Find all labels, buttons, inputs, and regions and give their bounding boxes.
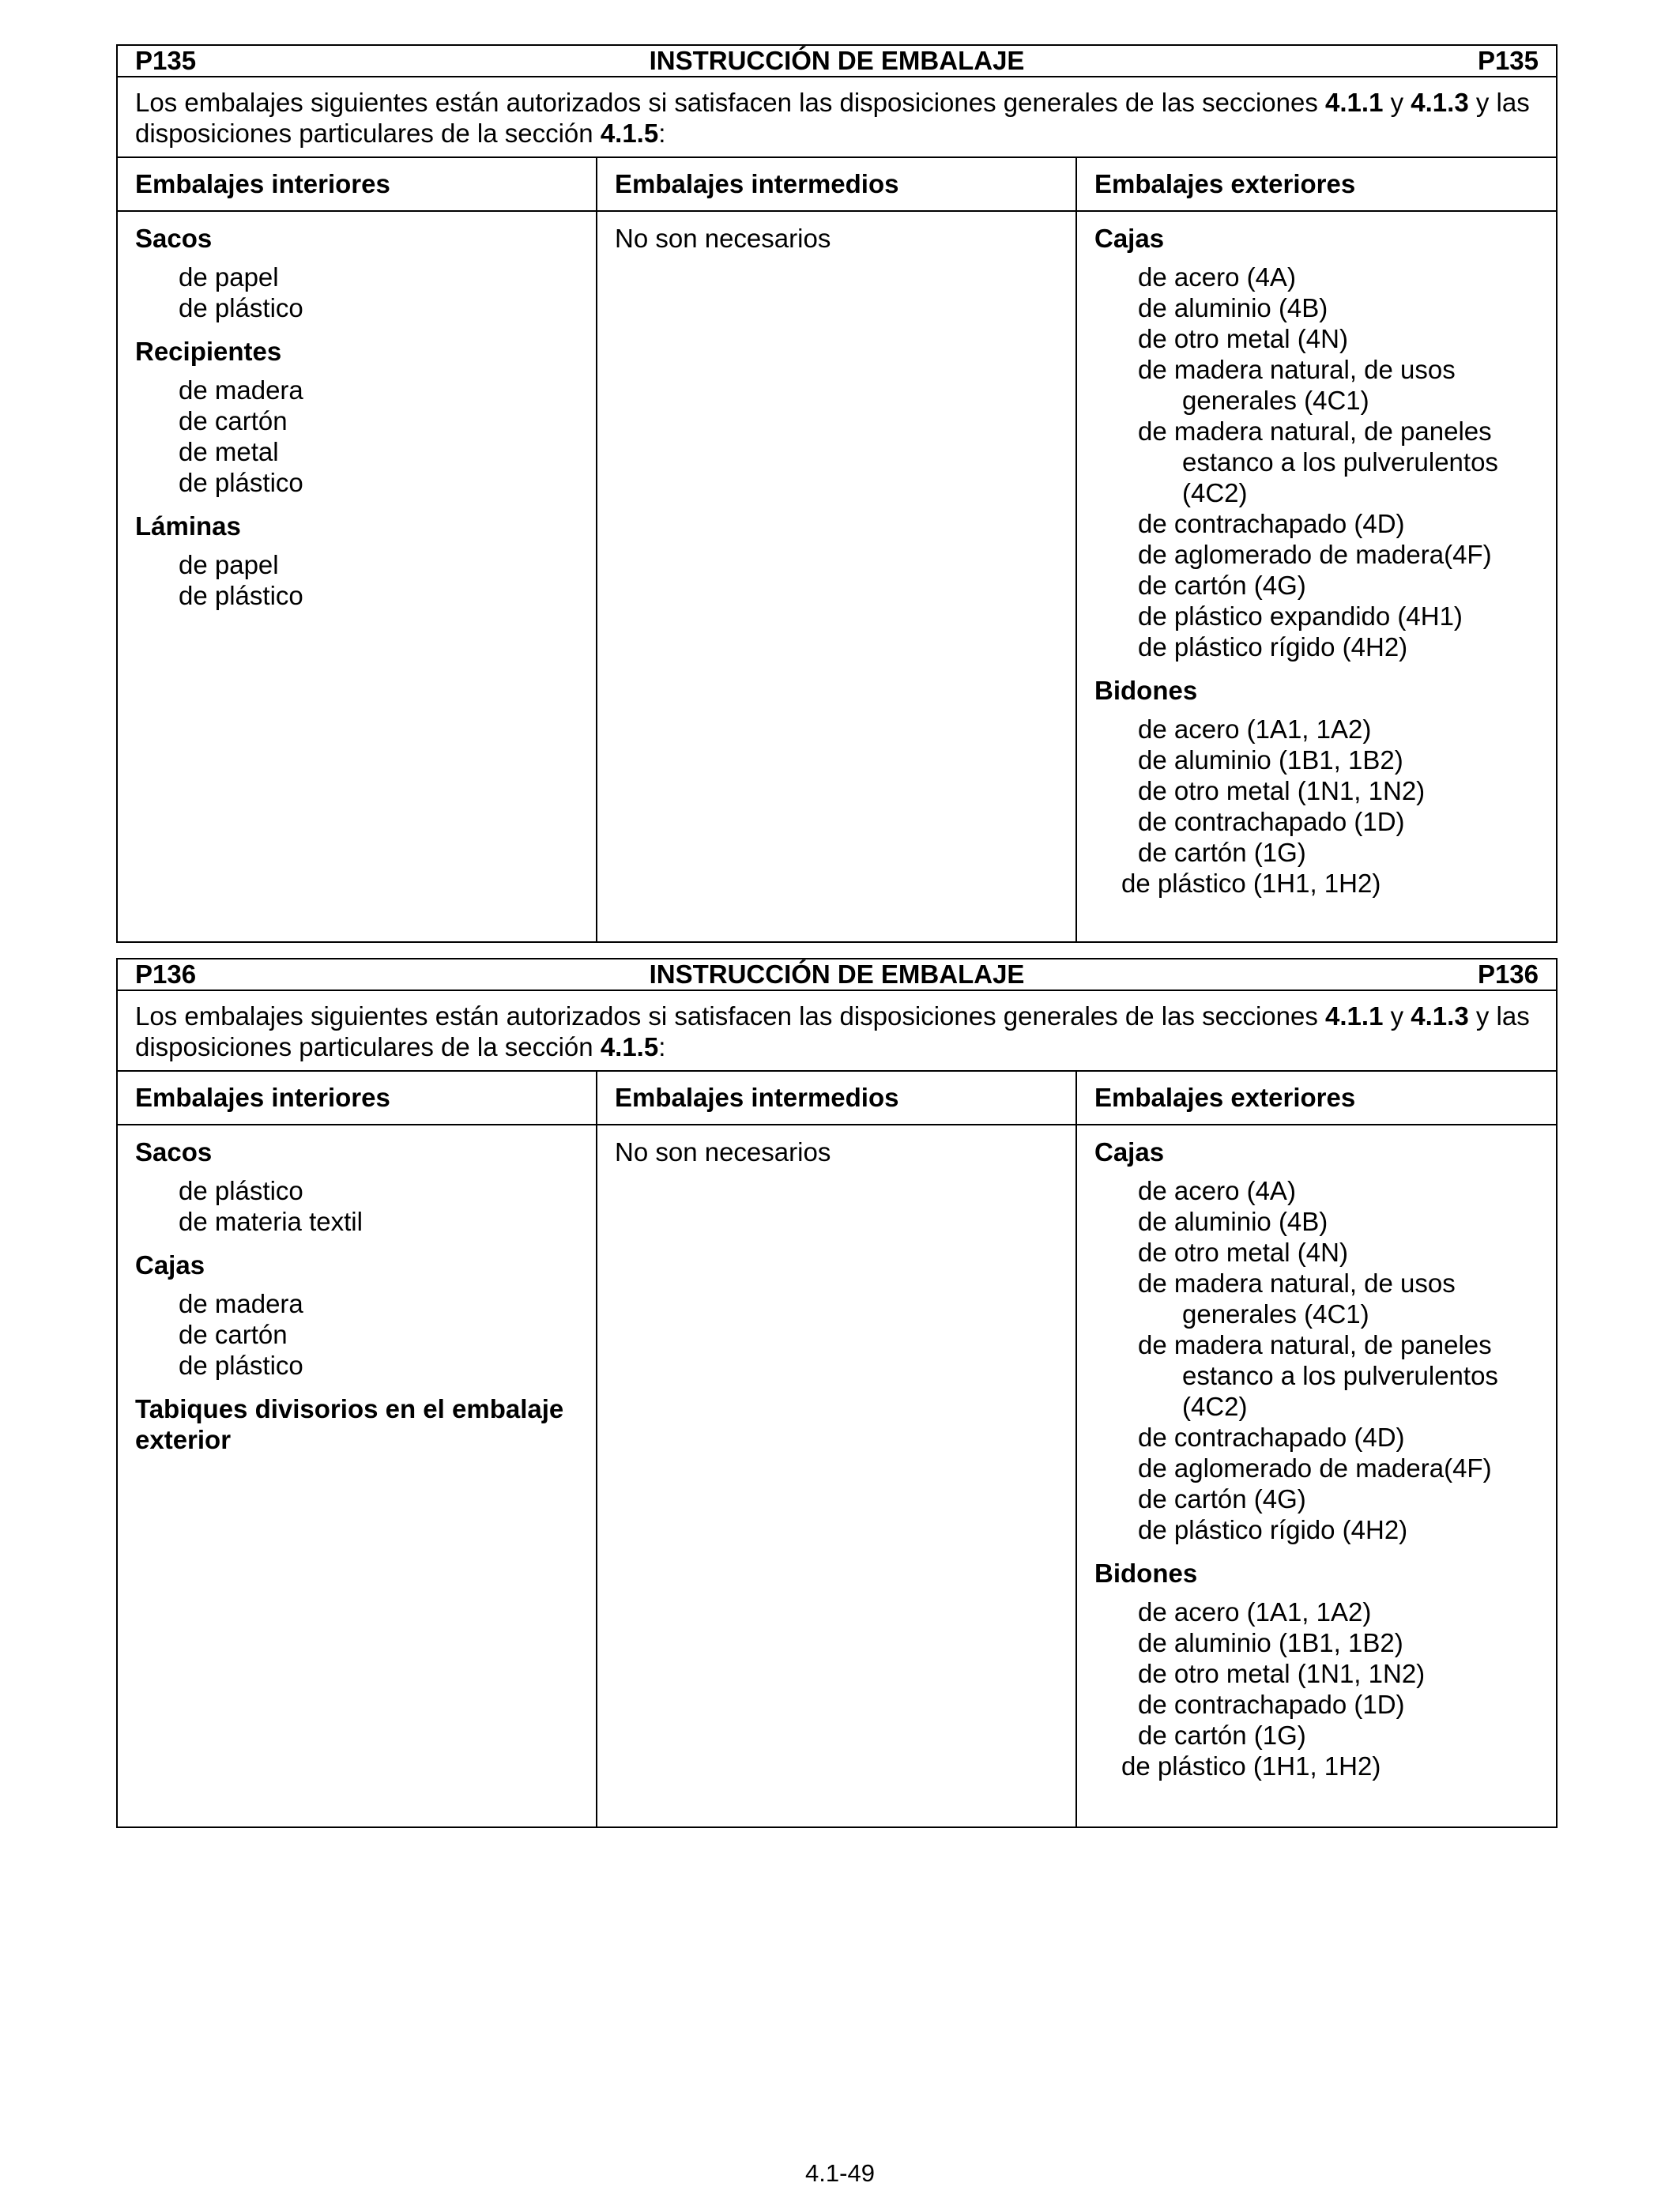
packaging-item: de aglomerado de madera(4F) [1138,540,1492,569]
intro-text: y [1383,88,1411,117]
packaging-item: de aluminio (1B1, 1B2) [1138,1628,1403,1657]
instruction-header [117,45,1557,77]
packing-instruction-p136 [116,958,1558,1828]
packaging-item: de madera [179,1289,303,1318]
section-ref: 4.1.5 [600,1032,659,1061]
packaging-item-continuation: estanco a los pulverulentos [1182,1361,1498,1390]
intro-text: y las disposiciones particulares de la sección [135,1001,1530,1061]
packaging-item: de cartón (1G) [1138,1721,1306,1750]
inner-packagings-cell [117,1125,597,1827]
packaging-group [135,1250,578,1381]
packaging-item: de plástico [179,1351,303,1380]
intermediate-packagings-cell [597,211,1076,942]
packaging-item-continuation: (4C2) [1182,478,1248,507]
outer-packagings-cell [1076,1125,1557,1827]
section-ref: 4.1.3 [1411,1001,1469,1031]
outer-packagings-cell [1076,211,1557,942]
instruction-title: INSTRUCCIÓN DE EMBALAJE [649,46,1025,75]
page-number: 4.1-49 [805,2159,875,2187]
packaging-item: de papel [179,550,279,579]
group-title: Cajas [1094,1137,1165,1167]
group-title: Cajas [135,1250,205,1280]
section-ref: 4.1.5 [600,119,659,148]
packaging-item: de plástico rígido (4H2) [1138,1515,1408,1544]
instruction-title: INSTRUCCIÓN DE EMBALAJE [649,959,1025,989]
intro-text: : [658,119,666,148]
intro-paragraph [117,990,1557,1071]
packaging-item: de contrachapado (4D) [1138,1423,1405,1452]
packaging-group [135,336,578,498]
packaging-group [1094,1558,1539,1781]
instruction-code-left: P135 [135,46,197,75]
packaging-item: de cartón (4G) [1138,571,1306,600]
inner-packagings-cell [117,211,597,942]
intermediate-note: No son necesarios [615,224,831,253]
packaging-group [135,511,578,611]
packaging-item: de aluminio (4B) [1138,1207,1328,1236]
packaging-item-continuation: generales (4C1) [1182,386,1369,415]
packaging-group [1094,675,1539,899]
packaging-item: de contrachapado (1D) [1138,807,1405,836]
packaging-item: de aluminio (1B1, 1B2) [1138,745,1403,775]
packaging-item: de plástico [179,468,303,497]
packaging-item: de madera natural, de paneles [1138,1330,1492,1359]
group-title: Bidones [1094,1559,1198,1588]
group-title: Tabiques divisorios en el embalaje exterior [135,1394,564,1454]
instruction-header [117,959,1557,990]
packaging-item: de contrachapado (1D) [1138,1690,1405,1719]
packaging-item: de metal [179,437,279,466]
section-ref: 4.1.1 [1325,88,1384,117]
packaging-item: de aluminio (4B) [1138,293,1328,322]
packaging-item: de plástico rígido (4H2) [1138,632,1408,662]
packaging-item: de acero (4A) [1138,1176,1296,1205]
packaging-group [135,1137,578,1237]
intro-text: y [1383,1001,1411,1031]
instruction-code-left: P136 [135,959,197,989]
group-title: Cajas [1094,224,1165,253]
section-ref: 4.1.3 [1411,88,1469,117]
packaging-item: de otro metal (4N) [1138,1238,1348,1267]
packaging-item-continuation: estanco a los pulverulentos [1182,447,1498,477]
packaging-item: de otro metal (1N1, 1N2) [1138,1659,1426,1688]
packaging-item: de aglomerado de madera(4F) [1138,1453,1492,1483]
packaging-item: de contrachapado (4D) [1138,509,1405,538]
group-title: Bidones [1094,676,1198,705]
column-header-outer: Embalajes exteriores [1076,157,1557,211]
intro-text: Los embalajes siguientes están autorizados si satisfacen las disposiciones generales de las secciones [135,1001,1326,1031]
intermediate-packagings-cell [597,1125,1076,1827]
packaging-group [1094,1137,1539,1545]
instruction-code-right: P135 [1477,46,1539,75]
section-ref: 4.1.1 [1325,1001,1384,1031]
packaging-item: de acero (1A1, 1A2) [1138,714,1372,744]
packaging-item: de plástico [179,1176,303,1205]
packaging-item: de cartón [179,406,288,435]
instruction-code-right: P136 [1477,959,1539,989]
packaging-item-continuation: (4C2) [1182,1392,1248,1421]
column-header-intermediate: Embalajes intermedios [597,1071,1076,1125]
intro-text: : [658,1032,666,1061]
packaging-item: de papel [179,262,279,292]
packaging-group [1094,223,1539,662]
packaging-group [135,223,578,323]
packaging-item: de madera [179,375,303,405]
packaging-item: de otro metal (4N) [1138,324,1348,353]
packaging-item: de cartón (4G) [1138,1484,1306,1514]
group-title: Recipientes [135,337,282,366]
column-header-inner: Embalajes interiores [117,157,597,211]
group-title: Sacos [135,1137,213,1167]
packaging-group [135,1393,578,1455]
column-header-intermediate: Embalajes intermedios [597,157,1076,211]
intro-paragraph [117,77,1557,157]
packaging-item: de cartón [179,1320,288,1349]
column-header-inner: Embalajes interiores [117,1071,597,1125]
packaging-item: de otro metal (1N1, 1N2) [1138,776,1426,805]
packaging-item: de materia textil [179,1207,363,1236]
group-title: Sacos [135,224,213,253]
packaging-item: de madera natural, de usos [1138,1269,1456,1298]
packaging-item: de acero (1A1, 1A2) [1138,1597,1372,1627]
packaging-item: de plástico [179,581,303,610]
packaging-item: de madera natural, de paneles [1138,417,1492,446]
packaging-item: de acero (4A) [1138,262,1296,292]
packaging-item: de plástico expandido (4H1) [1138,601,1463,631]
packaging-item: de plástico [179,293,303,322]
column-header-outer: Embalajes exteriores [1076,1071,1557,1125]
packaging-item: de cartón (1G) [1138,838,1306,867]
packaging-item: de madera natural, de usos [1138,355,1456,384]
intro-text: Los embalajes siguientes están autorizados si satisfacen las disposiciones generales de las secciones [135,88,1326,117]
intermediate-note: No son necesarios [615,1137,831,1167]
packing-instruction-p135 [116,44,1558,943]
group-title: Láminas [135,511,241,541]
packaging-item: de plástico (1H1, 1H2) [1121,869,1381,898]
packaging-item-continuation: generales (4C1) [1182,1299,1369,1329]
intro-text: y las disposiciones particulares de la sección [135,88,1530,148]
packaging-item: de plástico (1H1, 1H2) [1121,1751,1381,1781]
